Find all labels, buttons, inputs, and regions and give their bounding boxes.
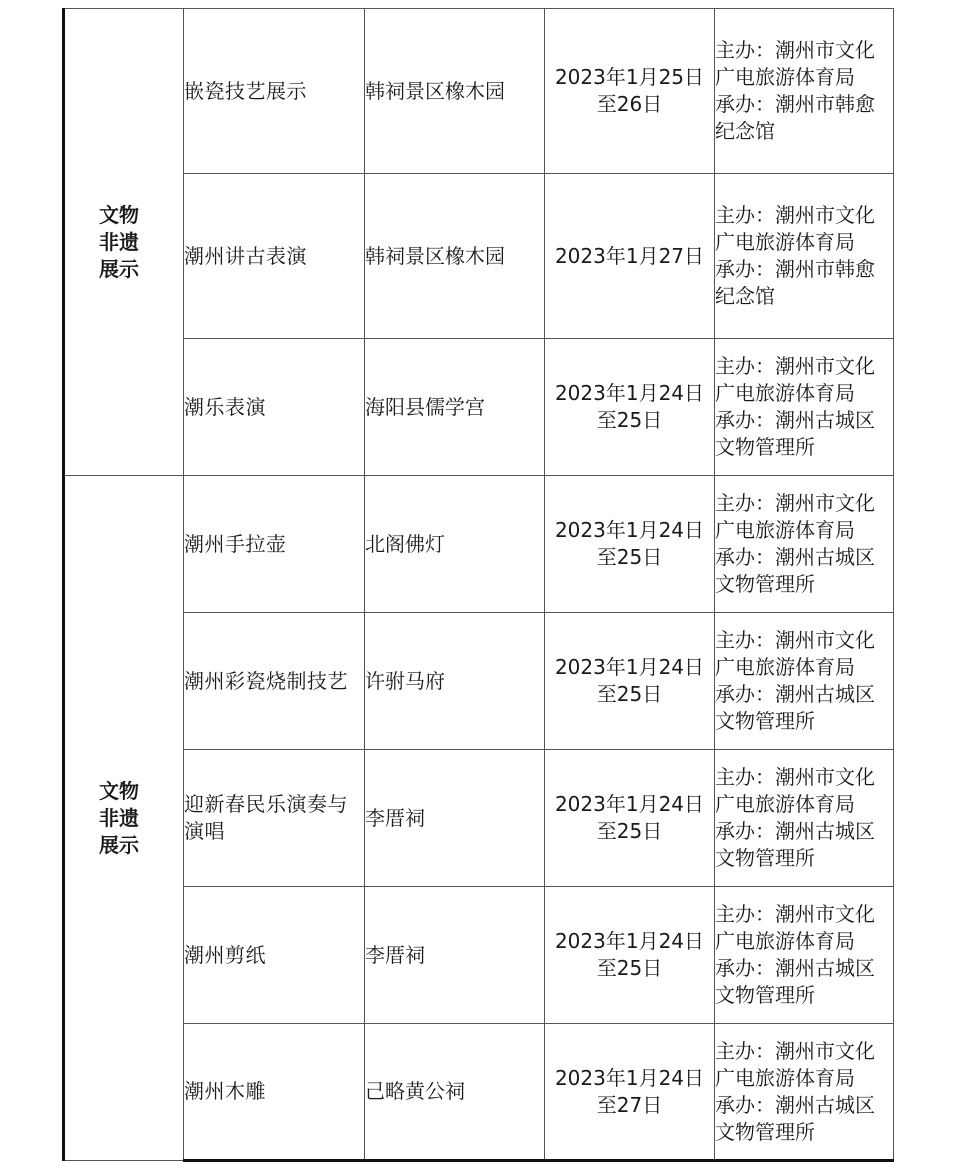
organizer-cell xyxy=(715,613,894,750)
organizer-text: 承办：潮州市韩愈纪念馆 xyxy=(715,257,875,308)
event-date xyxy=(545,9,715,174)
event-venue: 海阳县儒学宫 xyxy=(365,339,545,476)
category-cell xyxy=(64,9,184,476)
host-text: 主办：潮州市文化广电旅游体育局 xyxy=(715,628,875,679)
date-line: 至25日 xyxy=(596,682,663,706)
organizer-cell xyxy=(715,476,894,613)
schedule-table-wrapper xyxy=(62,8,892,1144)
host-text: 主办：潮州市文化广电旅游体育局 xyxy=(715,203,875,254)
organizer-text: 承办：潮州古城区文物管理所 xyxy=(715,682,875,733)
category-label: 文物非遗展示 xyxy=(99,202,139,281)
event-date xyxy=(545,339,715,476)
organizer-cell xyxy=(715,887,894,1024)
event-name: 潮州讲古表演 xyxy=(184,174,365,339)
event-name: 潮州剪纸 xyxy=(184,887,365,1024)
event-name: 嵌瓷技艺展示 xyxy=(184,9,365,174)
host-text: 主办：潮州市文化广电旅游体育局 xyxy=(715,491,875,542)
event-date xyxy=(545,1024,715,1161)
table-row xyxy=(64,887,894,1024)
event-venue: 李厝祠 xyxy=(365,750,545,887)
event-venue: 北阁佛灯 xyxy=(365,476,545,613)
table-row xyxy=(64,9,894,174)
category-label: 文物非遗展示 xyxy=(99,778,139,857)
event-name: 潮州手拉壶 xyxy=(184,476,365,613)
event-venue: 李厝祠 xyxy=(365,887,545,1024)
event-date xyxy=(545,887,715,1024)
date-line: 2023年1月24日 xyxy=(554,518,705,542)
date-line: 2023年1月24日 xyxy=(554,792,705,816)
host-text: 主办：潮州市文化广电旅游体育局 xyxy=(715,38,875,89)
date-line: 2023年1月24日 xyxy=(554,1065,705,1090)
event-name: 潮州木雕 xyxy=(184,1024,365,1161)
event-venue: 韩祠景区橡木园 xyxy=(365,174,545,339)
event-venue: 许驸马府 xyxy=(365,613,545,750)
host-text: 主办：潮州市文化广电旅游体育局 xyxy=(715,1038,875,1090)
host-text: 主办：潮州市文化广电旅游体育局 xyxy=(715,902,875,953)
event-date xyxy=(545,476,715,613)
organizer-cell xyxy=(715,750,894,887)
host-text: 主办：潮州市文化广电旅游体育局 xyxy=(715,765,875,816)
event-schedule-table xyxy=(62,8,894,1162)
table-row xyxy=(64,476,894,613)
date-line: 至27日 xyxy=(596,1092,663,1117)
table-row xyxy=(64,174,894,339)
table-row xyxy=(64,339,894,476)
date-line: 至25日 xyxy=(596,956,663,980)
organizer-cell xyxy=(715,174,894,339)
date-line: 2023年1月24日 xyxy=(554,929,705,953)
date-line: 2023年1月24日 xyxy=(554,655,705,679)
organizer-text: 承办：潮州古城区文物管理所 xyxy=(715,1092,875,1144)
date-line: 2023年1月25日 xyxy=(554,65,705,89)
event-name: 迎新春民乐演奏与演唱 xyxy=(184,750,365,887)
organizer-text: 承办：潮州古城区文物管理所 xyxy=(715,408,875,459)
date-line: 至25日 xyxy=(596,545,663,569)
table-row xyxy=(64,750,894,887)
organizer-text: 承办：潮州古城区文物管理所 xyxy=(715,545,875,596)
event-venue: 己略黄公祠 xyxy=(365,1024,545,1161)
date-line: 至25日 xyxy=(596,408,663,432)
event-date xyxy=(545,613,715,750)
table-row xyxy=(64,613,894,750)
organizer-text: 承办：潮州古城区文物管理所 xyxy=(715,819,875,870)
organizer-cell xyxy=(715,1024,894,1161)
date-line: 2023年1月27日 xyxy=(554,243,705,268)
date-line: 2023年1月24日 xyxy=(554,381,705,405)
organizer-cell xyxy=(715,339,894,476)
organizer-text: 承办：潮州市韩愈纪念馆 xyxy=(715,92,875,143)
event-date xyxy=(545,750,715,887)
organizer-text: 承办：潮州古城区文物管理所 xyxy=(715,956,875,1007)
organizer-cell xyxy=(715,9,894,174)
event-date xyxy=(545,174,715,339)
date-line: 至25日 xyxy=(596,819,663,843)
date-line: 至26日 xyxy=(596,92,663,116)
event-name: 潮州彩瓷烧制技艺 xyxy=(184,613,365,750)
event-venue: 韩祠景区橡木园 xyxy=(365,9,545,174)
host-text: 主办：潮州市文化广电旅游体育局 xyxy=(715,354,875,405)
event-name: 潮乐表演 xyxy=(184,339,365,476)
category-cell xyxy=(64,476,184,1161)
table-row xyxy=(64,1024,894,1161)
